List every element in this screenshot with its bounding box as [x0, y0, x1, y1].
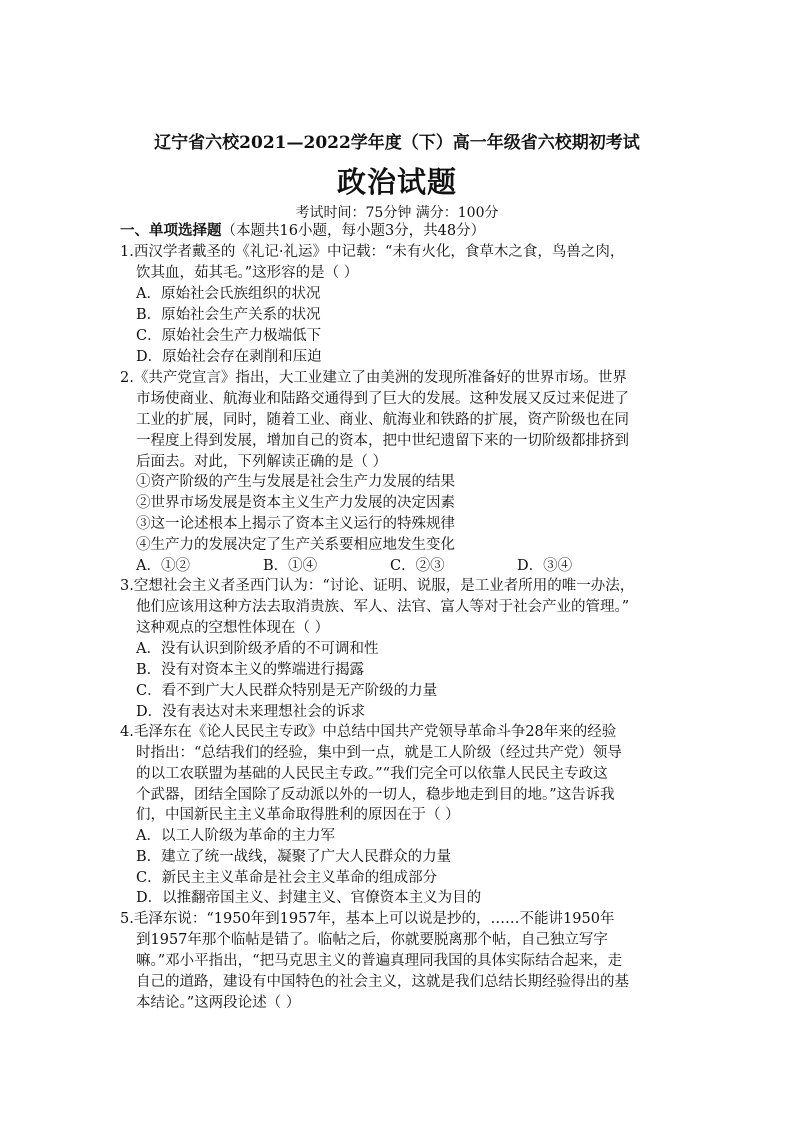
section-heading-note: （本题共16小题，每小题3分，共48分）	[221, 223, 486, 239]
q3-option-b: B．没有对资本主义的弊端进行揭露	[136, 662, 365, 678]
q4-option-a: A．以工人阶级为革命的主力军	[136, 828, 335, 844]
exam-info: 考试时间：75分钟 满分：100分	[295, 205, 499, 221]
q2-statement-4: ④生产力的发展决定了生产关系要相应地发生变化	[136, 537, 455, 553]
q2-stem-line: 2.《共产党宣言》指出，大工业建立了由美洲的发现所准备好的世界市场。世界	[120, 370, 627, 386]
section-heading-label: 一、单项选择题	[120, 222, 222, 239]
q2-choices	[136, 556, 644, 576]
q3-option-a: A．没有认识到阶级矛盾的不可调和性	[136, 641, 379, 657]
q5-stem-line: 到1957年那个临帖是错了。临帖之后，你就要脱离那个帖，自己独立写字	[136, 932, 608, 948]
q2-stem-line: 后面去。对此，下列解读正确的是（ ）	[136, 454, 388, 470]
q2-statement-3: ③这一论述根本上揭示了资本主义运行的特殊规律	[136, 516, 455, 532]
q3-stem-line: 这种观点的空想性体现在（ ）	[136, 620, 330, 636]
q4-stem-line: 个武器，团结全国除了反动派以外的一切人，稳步地走到目的地。”这告诉我	[136, 787, 615, 803]
q1-option-a: A．原始社会氏族组织的状况	[136, 286, 321, 302]
q4-option-c: C．新民主主义革命是社会主义革命的组成部分	[136, 870, 438, 886]
q1-option-b: B．原始社会生产关系的状况	[136, 307, 321, 323]
q5-stem-line: 自己的道路，建设有中国特色的社会主义，这就是我们总结长期经验得出的基	[136, 974, 629, 990]
q2-stem-line: 工业的扩展，同时，随着工业、商业、航海业和铁路的扩展，资产阶级也在同	[136, 412, 629, 428]
q2-choice-a: A．①②	[136, 558, 190, 574]
subject-title: 政治试题	[336, 165, 457, 199]
q1-option-d: D．原始社会存在剥削和压迫	[136, 349, 322, 365]
q5-stem-line: 嘛。”邓小平指出，“把马克思主义的普遍真理同我国的具体实际结合起来，走	[136, 953, 623, 969]
q2-stem-line: 市场使商业、航海业和陆路交通得到了巨大的发展。这种发展又反过来促进了	[136, 391, 629, 407]
q2-stem-line: 一程度上得到发展，增加自己的资本，把中世纪遗留下来的一切阶级都排挤到	[136, 433, 629, 449]
section-heading	[120, 221, 485, 241]
q2-statement-1: ①资产阶级的产生与发展是社会生产力发展的结果	[136, 474, 455, 490]
q2-choice-c: C．②③	[390, 558, 445, 574]
q4-stem-line: 4.毛泽东在《论人民民主专政》中总结中国共产党领导革命斗争28年来的经验	[120, 724, 617, 740]
exam-title: 辽宁省六校2021—2022学年度（下）高一年级省六校期初考试	[154, 133, 640, 153]
q4-option-d: D．以推翻帝国主义、封建主义、官僚资本主义为目的	[136, 890, 482, 906]
q2-choice-b: B．①④	[263, 558, 318, 574]
q1-option-c: C．原始社会生产力极端低下	[136, 328, 322, 344]
q4-stem-line: 的以工农联盟为基础的人民民主专政。”“我们完全可以依靠人民民主专政这	[136, 766, 608, 782]
q1-stem-line: 饮其血，茹其毛。”这形容的是（ ）	[136, 265, 359, 281]
q1-stem-line: 1.西汉学者戴圣的《礼记·礼运》中记载：“未有火化，食草木之食，鸟兽之肉，	[120, 244, 625, 260]
q5-stem-line: 5.毛泽东说：“1950年到1957年，基本上可以说是抄的，……不能讲1950年	[120, 911, 615, 927]
q2-statement-2: ②世界市场发展是资本主义生产力发展的决定因素	[136, 495, 455, 511]
q3-option-c: C．看不到广大人民群众特别是无产阶级的力量	[136, 683, 438, 699]
q3-option-d: D．没有表达对未来理想社会的诉求	[136, 704, 366, 720]
q3-stem-line: 他们应该用这种方法去取消贵族、军人、法官、富人等对于社会产业的管理。”	[136, 599, 630, 615]
q4-stem-line: 时指出：“总结我们的经验，集中到一点，就是工人阶级（经过共产党）领导	[136, 745, 622, 761]
q5-stem-line: 本结论。”这两段论述（ ）	[136, 995, 301, 1011]
q4-option-b: B．建立了统一战线，凝聚了广大人民群众的力量	[136, 849, 452, 865]
q4-stem-line: 们，中国新民主主义革命取得胜利的原因在于（ ）	[136, 807, 460, 823]
q3-stem-line: 3.空想社会主义者圣西门认为：“讨论、证明、说服，是工业者所用的唯一办法，	[120, 578, 635, 594]
q2-choice-d: D．③④	[517, 558, 573, 574]
